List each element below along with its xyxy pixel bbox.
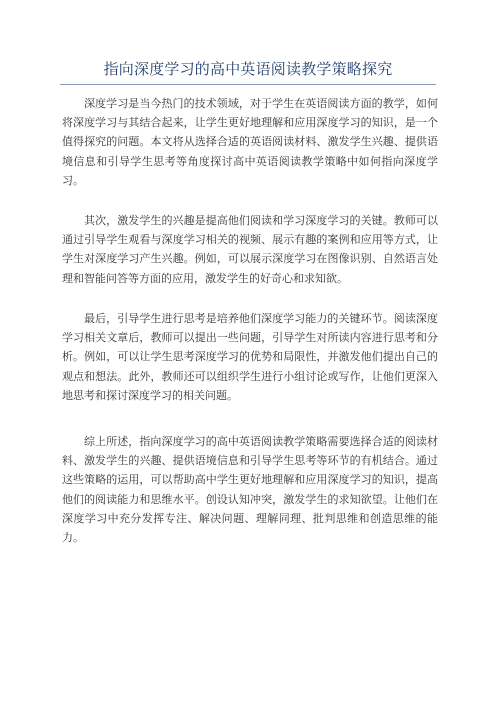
paragraph-intro: 深度学习是当今热门的技术领域，对于学生在英语阅读方面的教学，如何将深度学习与其结合起来，让学生更好地理解和应用深度学习的知识，是一个值得探究的问题。本文将从选择合适的英语阅读材料、激发学生兴趣、提供语境信息和引导学生思考等角度探讨高中英语阅读教学策略中如何指向深度学习。: [62, 97, 438, 187]
paragraph-thinking: 最后，引导学生进行思考是培养他们深度学习能力的关键环节。阅读深度学习相关文章后，教师可以提出一些问题，引导学生对所读内容进行思考和分析。例如，可以让学生思考深度学习的优势和局限性，并激发他们提出自己的观点和想法。此外，教师还可以组织学生进行小组讨论或写作，让他们更深入地思考和探讨深度学习的相关问题。: [62, 312, 438, 402]
document-title: 指向深度学习的高中英语阅读教学策略探究: [103, 60, 393, 78]
paragraph-conclusion: 综上所述，指向深度学习的高中英语阅读教学策略需要选择合适的阅读材料、激发学生的兴趣、提供语境信息和引导学生思考等环节的有机结合。通过这些策略的运用，可以帮助高中学生更好地理解和应用深度学习的知识，提高他们的阅读能力和思维水平。创设认知冲突，激发学生的求知欲望。让他们在深度学习中充分发挥专注、解决问题、理解同理、批判思维和创造思维的能力。: [62, 435, 438, 545]
paragraph-interest: 其次，激发学生的兴趣是提高他们阅读和学习深度学习的关键。教师可以通过引导学生观看与深度学习相关的视频、展示有趣的案例和应用等方式，让学生对深度学习产生兴趣。例如，可以展示深度学习在图像识别、自然语言处理和智能问答等方面的应用，激发学生的好奇心和求知欲。: [62, 214, 438, 285]
title-divider: [60, 84, 436, 85]
